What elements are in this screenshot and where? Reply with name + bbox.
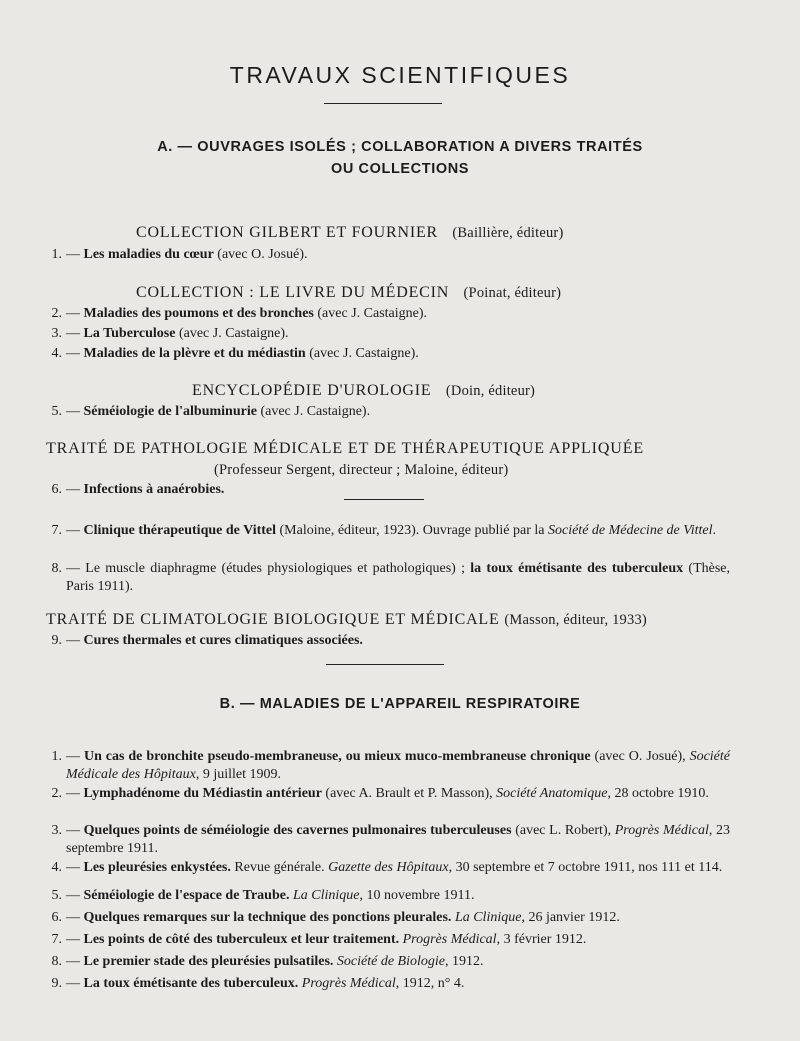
group-subtitle-traite-pathologie: (Professeur Sergent, directeur ; Maloine, éditeur) bbox=[214, 462, 509, 478]
title-rule bbox=[324, 103, 442, 104]
page-title: TRAVAUX SCIENTIFIQUES bbox=[229, 62, 571, 88]
list-item: 2. — Lymphadénome du Médiastin antérieur (avec A. Brault et P. Masson), Société Anatomique, 28 octobre 1910. bbox=[51, 786, 709, 801]
section-b-heading: B. — MALADIES DE L'APPAREIL RESPIRATOIRE bbox=[219, 696, 581, 712]
group-title-livre-du-medecin: COLLECTION : LE LIVRE DU MÉDECIN (Poinat, éditeur) bbox=[136, 284, 562, 301]
section-a-heading bbox=[0, 136, 800, 180]
group-title-traite-pathologie: TRAITÉ DE PATHOLOGIE MÉDICALE ET DE THÉRAPEUTIQUE APPLIQUÉE bbox=[46, 440, 645, 457]
list-item: 4. — Les pleurésies enkystées. Revue générale. Gazette des Hôpitaux, 30 septembre et 7 octobre 1911, nos 111 et 114. bbox=[51, 860, 723, 875]
document-page: TRAVAUX SCIENTIFIQUES A. — OUVRAGES ISOLÉS ; COLLABORATION A DIVERS TRAITÉS OU COLLECTIONS COLLECTION GILBERT ET FOURNIER (Baillière, éditeur) 1. — Les maladies du cœur (avec O. Josué). COLLECTION : LE LIVRE DU MÉDECIN (Poinat, éditeur) 2. — Maladies des poumons et des bronches (avec J. Castaigne). 3. — La Tuberculose (avec J. Castaigne). 4. — Maladies de la plèvre et du médiastin (avec J. Castaigne). ENCYCLOPÉDIE D'UROLOGIE (Doin, éditeur) 5. — Séméiologie de l'albuminurie (avec J. Castaigne). TRAITÉ DE PATHOLOGIE MÉDICALE ET DE THÉRAPEUTIQUE APPLIQUÉE (Professeur Sergent, directeur ; Maloine, éditeur) 6. — Infections à anaérobies. 7. — Clinique thérapeutique de Vittel (Maloine, éditeur, 1923). Ouvrage publié par la Société de Médecine de Vittel. 8. — Le muscle diaphragme (études physiologiques et pathologiques) ; la toux émétisante des tuberculeux (Thèse, Paris 1911). TRAITÉ DE CLIMATOLOGIE BIOLOGIQUE ET MÉDICALE (Masson, éditeur, 1933) 9. — Cures thermales et cures climatiques associées. B. — MALADIES DE L'APPAREIL RESPIRATOIRE 1. — Un cas de bronchite pseudo-membraneuse, ou mieux muco-membraneuse chronique (avec O. Josué), Société Médicale des Hôpitaux, 9 juillet 1909. 2. — Lymphadénome du Médiastin antérieur (avec A. Brault et P. Masson), Société Anatomique, 28 octobre 1910. 3. — Quelques points de séméiologie des cavernes pulmonaires tuberculeuses (avec L. Robert), Progrès Médical, 23 septembre 1911. 4. — Les pleurésies enkystées. Revue générale. Gazette des Hôpitaux, 30 septembre et 7 octobre 1911, nos 111 et 114. 5. — Séméiologie de l'espace de Traube. La Clinique, 10 novembre 1911. 6. — Quelques remarques sur la technique des ponctions pleurales. La Clinique, 26 janvier 1912. 7. — Les points de côté des tuberculeux et leur traitement. Progrès Médical, 3 février 1912. 8. — Le premier stade des pleurésies pulsatiles. Société de Biologie, 1912. 9. — La toux émétisante des tuberculeux. Progrès Médical, 1912, n° 4. bbox=[0, 0, 800, 1041]
list-item: 3. — Quelques points de séméiologie des cavernes pulmonaires tuberculeuses (avec L. Robert), Progrès Médical, 23 septembre 1911. bbox=[51, 823, 731, 856]
section-rule bbox=[344, 499, 424, 500]
list-item: 1. — Un cas de bronchite pseudo-membraneuse, ou mieux muco-membraneuse chronique (avec O. Josué), Société Médicale des Hôpitaux, 9 juillet 1909. bbox=[51, 749, 730, 782]
list-item: 8. — Le muscle diaphragme (études physiologiques et pathologiques) ; la toux émétisante des tuberculeux (Thèse, Paris 1911). bbox=[51, 561, 731, 594]
section-a-heading-line1: A. — OUVRAGES ISOLÉS ; COLLABORATION A DIVERS TRAITÉS bbox=[157, 139, 643, 155]
section-a-heading-line2: OU COLLECTIONS bbox=[330, 161, 470, 177]
section-rule bbox=[326, 664, 444, 665]
list-item: 7. — Clinique thérapeutique de Vittel (Maloine, éditeur, 1923). Ouvrage publié par la Société de Médecine de Vittel. bbox=[51, 523, 717, 538]
group-title-traite-climatologie: TRAITÉ DE CLIMATOLOGIE BIOLOGIQUE ET MÉDICALE (Masson, éditeur, 1933) bbox=[46, 611, 647, 628]
group-title-gilbert-fournier: COLLECTION GILBERT ET FOURNIER (Baillière, éditeur) bbox=[136, 224, 564, 241]
group-title-encyclopedie-urologie: ENCYCLOPÉDIE D'UROLOGIE (Doin, éditeur) bbox=[192, 382, 536, 399]
